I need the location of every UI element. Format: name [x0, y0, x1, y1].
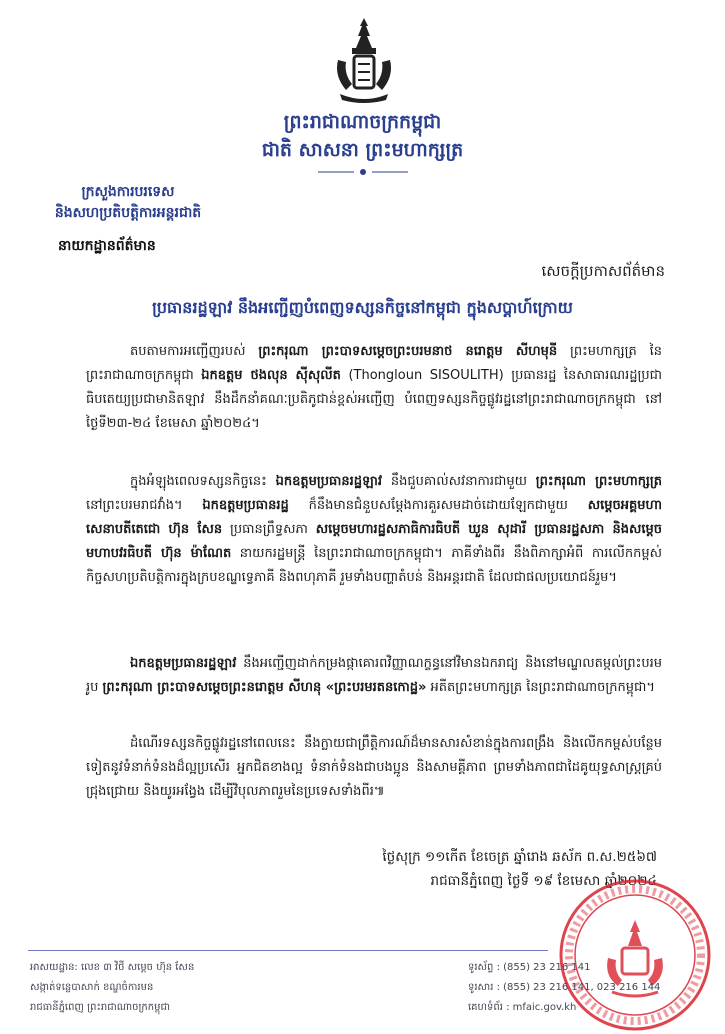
paragraph-1 — [86, 340, 662, 436]
footer-fax: ទូរសារ : (855) 23 216 141, 023 216 144 — [468, 982, 661, 993]
footer-address-line1: អាសយដ្ឋាន: លេខ ៣ វិថី សម្តេច ហ៊ុន សែន — [30, 962, 195, 973]
footer-address — [30, 958, 330, 1018]
p2-text-7: នាយករដ្ឋមន្ត្រី នៃព្រះរាជាណាចក្រកម្ពុជា។ ភាគីទាំងពីរ នឹងពិភាក្សាអំពី ការលើកកម្ពស់កិច្ចសហប្រតិបត្តិការក្នុងក្របខណ្ឌទ្វេភាគី និងពហុភាគី រួមទាំងបញ្ហាតំបន់ និងអន្តរជាតិ ដែលជាផលប្រយោជន៍រួម។ — [86, 546, 662, 585]
p2-bold-5: សម្តេចមហារដ្ឋសភាធិការធិបតី ឃួន សុដារី — [315, 522, 527, 537]
kingdom-motto: ជាតិ សាសនា ព្រះមហាក្សត្រ — [261, 139, 464, 161]
p2-text-2: នឹងជួបគាល់សវនាការជាមួយ — [382, 474, 536, 489]
p2-bold-6: ប្រធានរដ្ឋសភា និងសម្តេចមហាបវរធិបតី ហ៊ុន ម៉ាណែត — [86, 522, 662, 561]
footer-website: គេហទំព័រ : mfaic.gov.kh — [468, 1002, 577, 1013]
paragraph-4: ដំណើរទស្សនកិច្ចផ្លូវរដ្ឋនៅពេលនេះ នឹងក្លាយជាព្រឹត្តិការណ៍ដ៏មានសារសំខាន់ក្នុងការពង្រឹង និងលើកកម្ពស់បន្ថែមទៀតនូវទំនាក់ទំនងដ៏ល្អប្រសើរ អ្នកជិតខាងល្អ ទំនាក់ទំនងជាបងប្អូន និងសាមគ្គីភាព ព្រមទាំងភាពជាដៃគូយុទ្ធសាស្ត្រគ្រប់ជ្រុងជ្រោយ និងយូរអង្វែង ដើម្បីវិបុលភាពរួមនៃប្រទេសទាំងពីរ៕ — [86, 736, 662, 799]
p3-bold-1: ឯកឧត្តមប្រធានរដ្ឋឡាវ — [130, 656, 237, 671]
document-type: សេចក្តីប្រកាសព័ត៌មាន — [541, 262, 665, 280]
paragraph-2 — [86, 470, 662, 590]
p3-bold-2: ព្រះករុណា ព្រះបាទសម្តេចព្រះនរោត្តម សីហនុ «ព្រះបរមរតនកោដ្ឋ» — [102, 680, 427, 695]
footer-divider — [28, 950, 548, 951]
royal-emblem-icon — [330, 14, 398, 104]
footer-contacts — [468, 958, 718, 1018]
footer-address-line2: សង្កាត់ទន្លេបាសាក់ ខណ្ឌចំការមន — [30, 982, 154, 993]
headline: ប្រធានរដ្ឋឡាវ នឹងអញ្ជើញបំពេញទស្សនកិច្ចនៅកម្ពុជា ក្នុងសប្តាហ៍ក្រោយ — [152, 298, 573, 317]
p2-text-5: ប្រធានព្រឹទ្ធសភា — [222, 522, 316, 537]
p2-text-4: ក៏នឹងមានជំនួបសម្តែងការគួរសមដាច់ដោយឡែកជាមួយ — [288, 498, 588, 513]
p2-bold-1: ឯកឧត្តមប្រធានរដ្ឋឡាវ — [275, 474, 383, 489]
p3-text-2: អតីតព្រះមហាក្សត្រ នៃព្រះរាជាណាចក្រកម្ពុជា។ — [426, 680, 655, 695]
footer-phone: ទូរស័ព្ទ : (855) 23 216 141 — [468, 962, 591, 973]
p2-text-1: ក្នុងអំឡុងពេលទស្សនកិច្ចនេះ — [130, 474, 276, 489]
ministry-name-line1: ក្រសួងការបរទេស — [81, 184, 175, 200]
p1-bold-1: ព្រះករុណា ព្រះបាទសម្តេចព្រះបរមនាថ នរោត្តម សីហមុនី — [258, 344, 558, 359]
date-lunar: ថ្ងៃសុក្រ ១១កើត ខែចេត្រ ឆ្នាំរោង ឆស័ក ព.ស.២៥៦៧ — [382, 849, 657, 865]
p2-bold-2: ព្រះករុណា ព្រះមហាក្សត្រ — [535, 474, 662, 489]
p3-text-1: នឹងអញ្ជើញដាក់កម្រងផ្កាគោរពវិញ្ញាណក្ខន្ធនៅវិមានឯករាជ្យ និងនៅមណ្ឌលតម្កល់ព្រះបរមរូប — [86, 656, 662, 695]
footer-address-line3: រាជធានីភ្នំពេញ ព្រះរាជាណាចក្រកម្ពុជា — [30, 1002, 170, 1013]
p2-bold-4: សម្តេចអគ្គមហាសេនាបតីតេជោ ហ៊ុន សែន — [86, 498, 662, 537]
p1-text-2: ព្រះមហាក្សត្រ នៃព្រះរាជាណាចក្រកម្ពុជា — [86, 344, 662, 383]
divider-ornament-icon — [318, 168, 408, 176]
kingdom-title: ព្រះរាជាណាចក្រកម្ពុជា — [283, 111, 442, 133]
p2-text-3: នៅព្រះបរមរាជវាំង។ — [86, 498, 203, 513]
ministry-name-line2: និងសហប្រតិបត្តិការអន្តរជាតិ — [54, 205, 202, 221]
p1-text-3: (Thongloun SISOULITH) ប្រធានរដ្ឋ នៃសាធារណរដ្ឋប្រជាធិបតេយ្យប្រជាមានិតឡាវ នឹងដឹកនាំគណៈប្រតិភូជាន់ខ្ពស់អញ្ជើញ បំពេញទស្សនកិច្ចផ្លូវរដ្ឋនៅព្រះរាជាណាចក្រកម្ពុជា នៅថ្ងៃទី២៣-២៤ ខែមេសា ឆ្នាំ២០២៤។ — [86, 368, 662, 431]
paragraph-3 — [86, 652, 662, 700]
p1-text-1: តបតាមការអញ្ជើញរបស់ — [130, 344, 259, 359]
date-solar: រាជធានីភ្នំពេញ ថ្ងៃទី ១៩ ខែមេសា ឆ្នាំ២០២៤ — [430, 873, 657, 889]
department-name: នាយកដ្ឋានព័ត៌មាន — [58, 238, 156, 254]
p2-bold-3: ឯកឧត្តមប្រធានរដ្ឋ — [202, 498, 289, 513]
p1-bold-2: ឯកឧត្តម ថងលុន ស៊ីសុលីត — [201, 368, 341, 383]
